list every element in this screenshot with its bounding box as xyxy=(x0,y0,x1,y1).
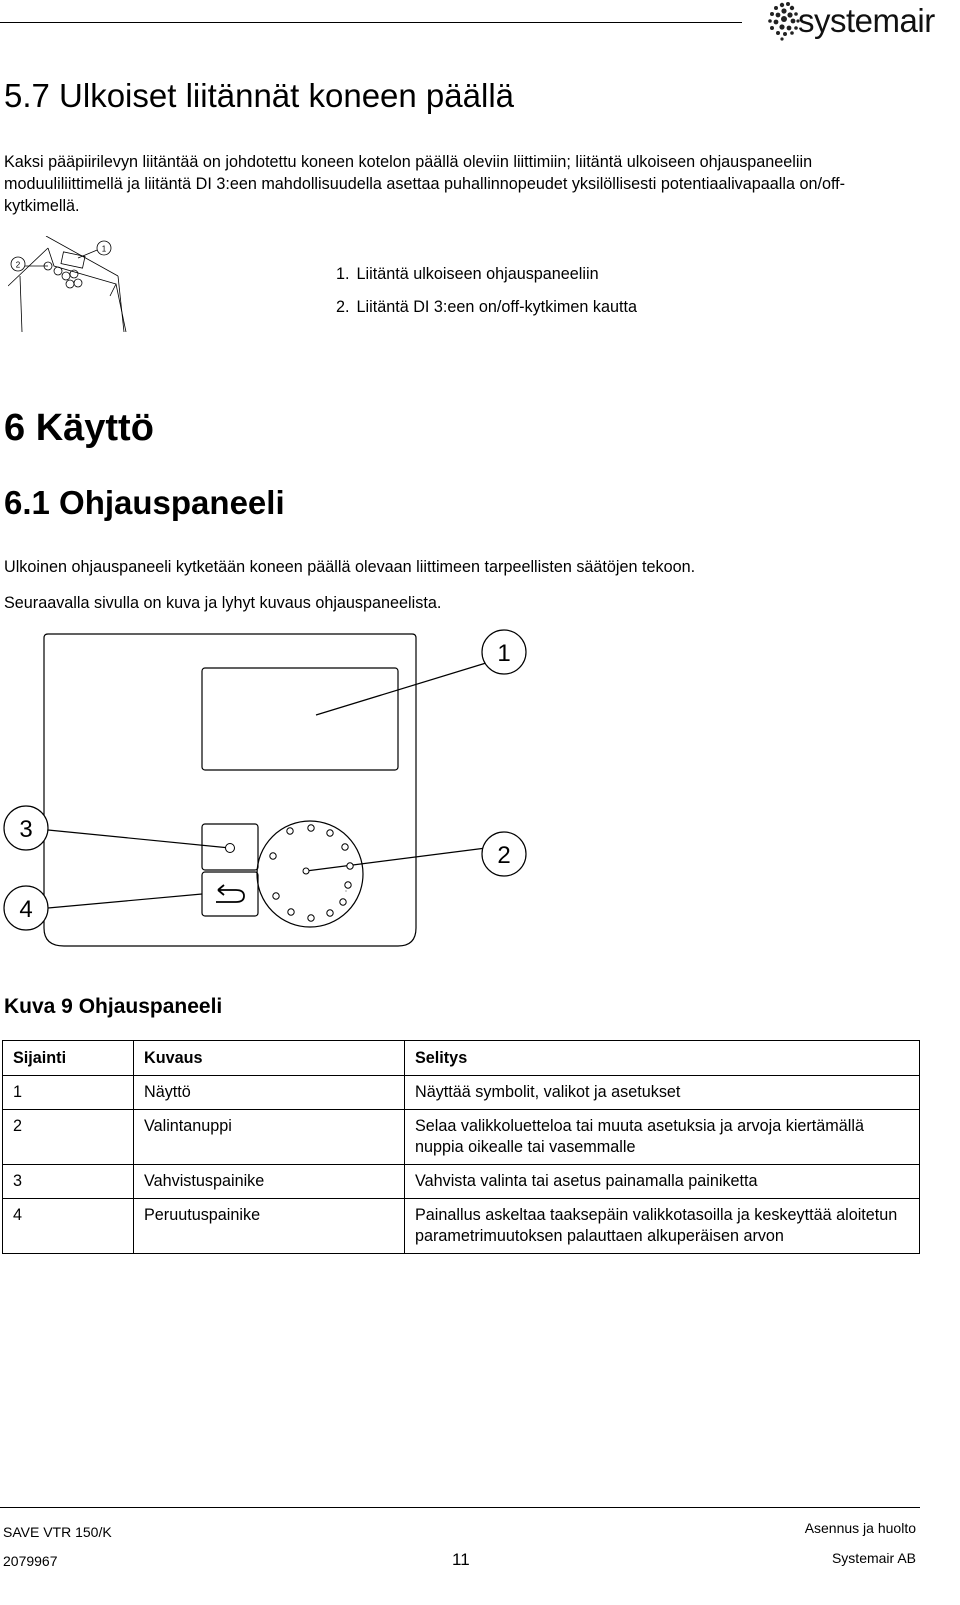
table-cell: Valintanuppi xyxy=(134,1110,405,1165)
legend-table xyxy=(2,1040,920,1254)
figure-callout-3: 3 xyxy=(19,816,33,843)
list-item-number: 1. xyxy=(336,265,350,283)
diagram-callout-2: 2 xyxy=(15,260,21,270)
selector-knob xyxy=(257,821,363,927)
footer-company: Systemair AB xyxy=(831,1550,916,1566)
table-cell: Peruutuspainike xyxy=(134,1199,405,1254)
list-item-text: Liitäntä DI 3:een on/off-kytkimen kautta xyxy=(356,298,637,316)
column-header-description: Kuvaus xyxy=(134,1041,405,1076)
header-rule xyxy=(0,22,742,23)
table-cell: Vahvista valinta tai asetus painamalla painiketta xyxy=(405,1165,920,1199)
table-row xyxy=(3,1110,920,1165)
table-row xyxy=(3,1165,920,1199)
table-cell: Painallus askeltaa taaksepäin valikkotasoilla ja keskeyttää aloitetun parametrimuutoksen palauttaen alkuperäisen arvon xyxy=(405,1199,920,1254)
brand-logo-text: systemair xyxy=(798,2,935,39)
table-cell: 4 xyxy=(3,1199,134,1254)
footer-rule xyxy=(0,1507,920,1508)
cancel-button xyxy=(202,872,258,916)
body-paragraph-2: Seuraavalla sivulla on kuva ja lyhyt kuvaus ohjauspaneelista. xyxy=(4,594,442,612)
figure-callout-4: 4 xyxy=(19,896,33,923)
table-cell: Näyttö xyxy=(134,1076,405,1110)
footer-doc-number: 2079967 xyxy=(3,1553,58,1569)
display-screen xyxy=(202,668,398,770)
table-cell: Selaa valikkoluetteloa tai muuta asetuksia ja arvoja kiertämällä nuppia oikealle tai vasemmalle xyxy=(405,1110,920,1165)
column-header-location: Sijainti xyxy=(3,1041,134,1076)
table-header-row xyxy=(3,1041,920,1076)
panel-housing xyxy=(44,634,416,946)
connection-diagram xyxy=(8,236,134,332)
table-cell: Näyttää symbolit, valikot ja asetukset xyxy=(405,1076,920,1110)
table-cell: 3 xyxy=(3,1165,134,1199)
page-number: 11 xyxy=(452,1550,470,1569)
footer-model: SAVE VTR 150/K xyxy=(3,1524,112,1540)
chapter-heading: 6 Käyttö xyxy=(4,407,154,449)
subsection-heading: 6.1 Ohjauspaneeli xyxy=(4,484,285,521)
table-row xyxy=(3,1076,920,1110)
figure-callout-2: 2 xyxy=(497,842,511,869)
list-item xyxy=(336,291,637,324)
footer-chapter: Asennus ja huolto xyxy=(804,1520,916,1536)
connection-list xyxy=(336,258,637,324)
section-heading: 5.7 Ulkoiset liitännät koneen päällä xyxy=(4,77,515,114)
figure-callout-1: 1 xyxy=(497,640,511,667)
diagram-callout-1: 1 xyxy=(101,244,107,254)
intro-paragraph: Kaksi pääpiirilevyn liitäntää on johdotettu koneen kotelon päällä oleviin liittimiin; liitäntä ulkoiseen ohjauspaneeliin moduuliliittimellä ja liitäntä DI 3:een mahdollisuudella asettaa puhallinnopeudet yksilöllisesti potentiaalivapaalla on/off-kytkimellä. xyxy=(4,153,846,215)
figure-caption: Kuva 9 Ohjauspaneeli xyxy=(4,995,223,1018)
list-item xyxy=(336,258,637,291)
back-arrow-icon xyxy=(216,885,244,902)
table-row xyxy=(3,1199,920,1254)
table-cell: 1 xyxy=(3,1076,134,1110)
list-item-number: 2. xyxy=(336,298,350,316)
control-panel-figure xyxy=(0,628,540,958)
column-header-explanation: Selitys xyxy=(405,1041,920,1076)
table-cell: Vahvistuspainike xyxy=(134,1165,405,1199)
table-cell: 2 xyxy=(3,1110,134,1165)
body-paragraph-1: Ulkoinen ohjauspaneeli kytketään koneen päällä olevaan liittimeen tarpeellisten säätöjen tekoon. xyxy=(4,558,696,576)
list-item-text: Liitäntä ulkoiseen ohjauspaneeliin xyxy=(356,265,599,283)
